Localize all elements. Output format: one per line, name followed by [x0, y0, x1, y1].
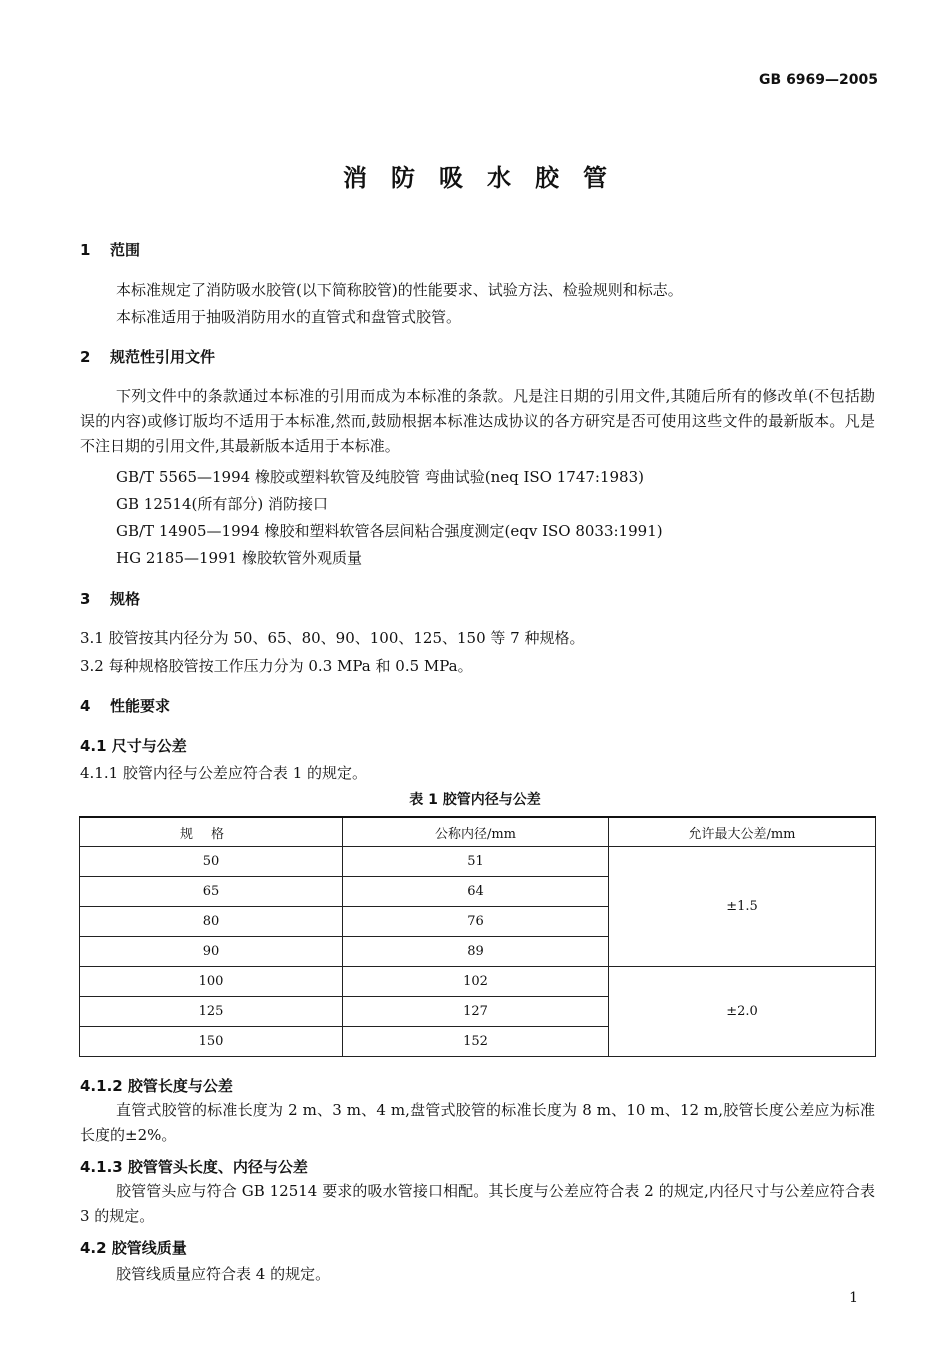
reference-item: HG 2185—1991 橡胶软管外观质量	[116, 549, 362, 567]
table-cell: 102	[343, 967, 609, 997]
table-cell: 90	[80, 937, 343, 967]
section-3-heading	[80, 588, 140, 609]
section-title: 范围	[110, 241, 141, 259]
reference-item: GB/T 5565—1994 橡胶或塑料软管及纯胶管 弯曲试验(neq ISO 1747:1983)	[116, 468, 644, 486]
table-1	[79, 816, 876, 1057]
clause-4-1-heading: 4.1 尺寸与公差	[80, 737, 187, 755]
clause-4-2-heading: 4.2 胶管线质量	[80, 1239, 187, 1257]
table-cell: 152	[343, 1027, 609, 1057]
table-cell: 65	[80, 877, 343, 907]
document-title: 消防吸水胶管	[343, 164, 631, 192]
clause-4-1-1: 4.1.1 胶管内径与公差应符合表 1 的规定。	[80, 764, 368, 782]
section-4-heading	[80, 695, 170, 716]
section-number: 2	[80, 348, 91, 366]
section-title: 性能要求	[110, 697, 171, 715]
paragraph: 下列文件中的条款通过本标准的引用而成为本标准的条款。凡是注日期的引用文件,其随后所有的修改单(不包括勘误的内容)或修订版均不适用于本标准,然而,鼓励根据本标准达成协议的各方研究是否可使用这些文件的最新版本。凡是不注日期的引用文件,其最新版本适用于本标准。	[80, 387, 875, 455]
standard-number: GB 6969—2005	[759, 72, 878, 88]
section-2-heading	[80, 346, 215, 367]
paragraph: 胶管线质量应符合表 4 的规定。	[116, 1265, 331, 1283]
section-number: 1	[80, 241, 91, 259]
clause-4-1-2-heading: 4.1.2 胶管长度与公差	[80, 1077, 233, 1095]
tolerance-cell: ±2.0	[609, 967, 876, 1057]
table-cell: 64	[343, 877, 609, 907]
table-header-row	[80, 817, 876, 847]
table-cell: 100	[80, 967, 343, 997]
section-number: 3	[80, 590, 91, 608]
tolerance-cell: ±1.5	[609, 847, 876, 967]
column-header: 公称内径/mm	[343, 817, 609, 847]
table-cell: 76	[343, 907, 609, 937]
reference-item: GB 12514(所有部分) 消防接口	[116, 495, 328, 513]
paragraph: 本标准规定了消防吸水胶管(以下简称胶管)的性能要求、试验方法、检验规则和标志。	[116, 281, 683, 299]
column-header: 规格	[80, 817, 343, 847]
table-1-caption: 表 1 胶管内径与公差	[409, 792, 541, 808]
clause-4-1-3-heading: 4.1.3 胶管管头长度、内径与公差	[80, 1158, 308, 1176]
page-number: 1	[849, 1290, 858, 1306]
table-cell: 125	[80, 997, 343, 1027]
table-cell: 150	[80, 1027, 343, 1057]
section-title: 规格	[110, 590, 141, 608]
section-number: 4	[80, 697, 91, 715]
paragraph: 直管式胶管的标准长度为 2 m、3 m、4 m,盘管式胶管的标准长度为 8 m、10 m、12 m,胶管长度公差应为标准长度的±2%。	[80, 1101, 875, 1144]
table-cell: 51	[343, 847, 609, 877]
column-header: 允许最大公差/mm	[609, 817, 876, 847]
reference-item: GB/T 14905—1994 橡胶和塑料软管各层间粘合强度测定(eqv ISO 8033:1991)	[116, 522, 663, 540]
table-cell: 50	[80, 847, 343, 877]
clause-3-2: 3.2 每种规格胶管按工作压力分为 0.3 MPa 和 0.5 MPa。	[80, 657, 473, 675]
table-row	[80, 967, 876, 997]
table-cell: 127	[343, 997, 609, 1027]
section-title: 规范性引用文件	[110, 348, 216, 366]
section-1-heading	[80, 239, 140, 260]
clause-3-1: 3.1 胶管按其内径分为 50、65、80、90、100、125、150 等 7 种规格。	[80, 629, 585, 647]
paragraph: 本标准适用于抽吸消防用水的直管式和盘管式胶管。	[116, 308, 462, 326]
paragraph: 胶管管头应与符合 GB 12514 要求的吸水管接口相配。其长度与公差应符合表 2 的规定,内径尺寸与公差应符合表 3 的规定。	[80, 1182, 875, 1225]
table-cell: 80	[80, 907, 343, 937]
table-cell: 89	[343, 937, 609, 967]
table-row	[80, 847, 876, 877]
